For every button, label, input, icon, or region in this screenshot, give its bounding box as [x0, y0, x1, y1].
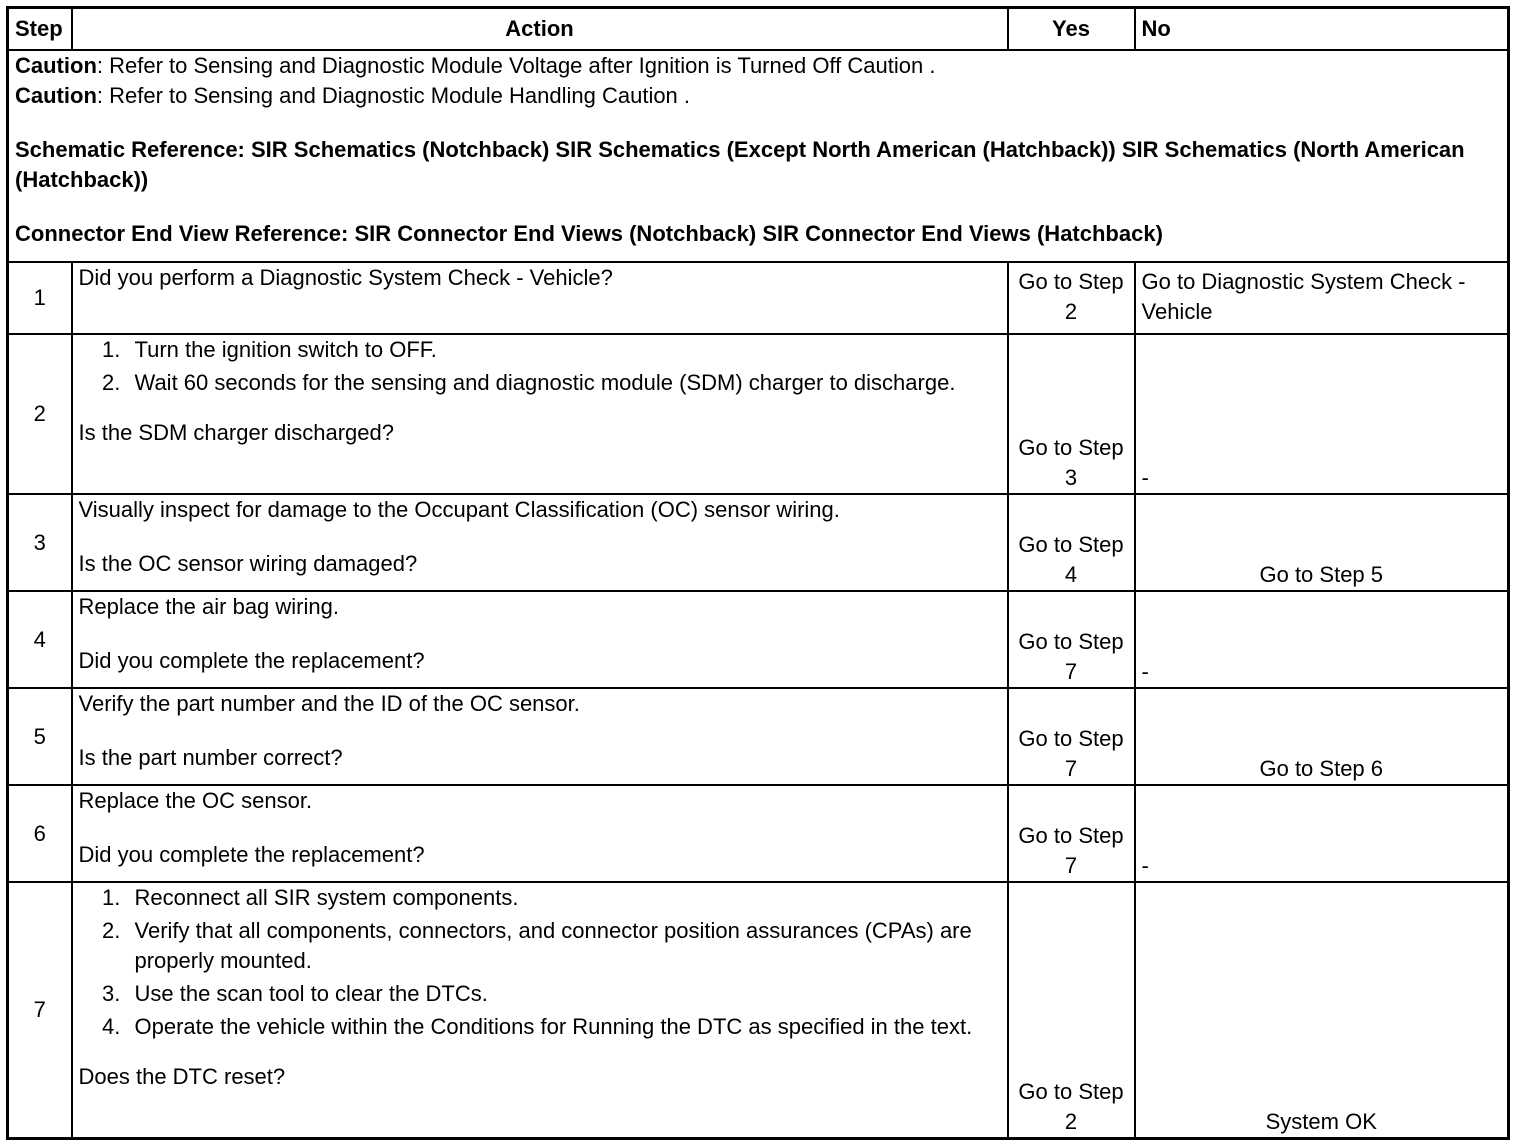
action-text: Replace the air bag wiring. [78, 594, 339, 619]
step-number: 6 [8, 785, 72, 882]
table-row [8, 334, 1509, 494]
action-cell [72, 334, 1008, 494]
header-row [8, 8, 1509, 51]
no-result: - [1135, 785, 1509, 882]
header-action: Action [72, 8, 1008, 51]
no-result: Go to Diagnostic System Check - Vehicle [1135, 262, 1509, 334]
schematic-reference: Schematic Reference: SIR Schematics (Notchback) SIR Schematics (Except North American (Hatchback)) SIR Schematics (North American (Hatchback)) [15, 137, 1465, 192]
yes-result: Go to Step 2 [1008, 262, 1135, 334]
table-row [8, 591, 1509, 688]
no-result: Go to Step 5 [1135, 494, 1509, 591]
step-number: 4 [8, 591, 72, 688]
table-row [8, 785, 1509, 882]
action-cell [72, 494, 1008, 591]
list-item: 1. Turn the ignition switch to OFF. [127, 335, 1001, 365]
caution-text-2: : Refer to Sensing and Diagnostic Module Handling Caution . [96, 83, 691, 108]
no-result: - [1135, 591, 1509, 688]
table-row [8, 688, 1509, 785]
info-cell [8, 50, 1509, 262]
table-row [8, 882, 1509, 1138]
step-number: 1 [8, 262, 72, 334]
action-list [79, 883, 1001, 1042]
action-question: Is the OC sensor wiring damaged? [78, 551, 418, 576]
header-yes: Yes [1008, 8, 1135, 51]
table-row [8, 494, 1509, 591]
table-row [8, 262, 1509, 334]
action-text: Replace the OC sensor. [78, 788, 313, 813]
no-result: Go to Step 6 [1135, 688, 1509, 785]
action-cell [72, 785, 1008, 882]
yes-result: Go to Step 7 [1008, 591, 1135, 688]
action-cell [72, 882, 1008, 1138]
caution-line-2 [15, 81, 1501, 111]
action-question: Is the SDM charger discharged? [78, 420, 394, 445]
yes-result: Go to Step 3 [1008, 334, 1135, 494]
spacer [15, 111, 1501, 135]
action-text: Did you perform a Diagnostic System Check - Vehicle? [72, 262, 1008, 334]
step-number: 2 [8, 334, 72, 494]
step-number: 3 [8, 494, 72, 591]
action-list [79, 335, 1001, 398]
list-item: 2. Wait 60 seconds for the sensing and diagnostic module (SDM) charger to discharge. [127, 368, 1001, 398]
caution-label: Caution [15, 83, 97, 108]
step-number: 5 [8, 688, 72, 785]
caution-label: Caution [15, 53, 97, 78]
list-item: 1. Reconnect all SIR system components. [127, 883, 1001, 913]
action-text: Visually inspect for damage to the Occupant Classification (OC) sensor wiring. [78, 497, 840, 522]
list-item: 3. Use the scan tool to clear the DTCs. [127, 979, 1001, 1009]
yes-result: Go to Step 2 [1008, 882, 1135, 1138]
no-result: System OK [1135, 882, 1509, 1138]
action-question: Did you complete the replacement? [78, 648, 425, 673]
yes-result: Go to Step 7 [1008, 688, 1135, 785]
header-no: No [1135, 8, 1509, 51]
caution-line-1 [15, 51, 1501, 81]
yes-result: Go to Step 7 [1008, 785, 1135, 882]
action-cell [72, 688, 1008, 785]
action-question: Does the DTC reset? [78, 1064, 286, 1089]
action-question: Did you complete the replacement? [78, 842, 425, 867]
action-cell [72, 591, 1008, 688]
list-item: 4. Operate the vehicle within the Conditions for Running the DTC as specified in the text. [127, 1012, 1001, 1042]
diagnostic-table [6, 6, 1510, 1140]
header-step: Step [8, 8, 72, 51]
action-text: Verify the part number and the ID of the OC sensor. [78, 691, 580, 716]
connector-reference: Connector End View Reference: SIR Connector End Views (Notchback) SIR Connector End Views (Hatchback) [15, 221, 1163, 246]
spacer [15, 195, 1501, 219]
step-number: 7 [8, 882, 72, 1138]
info-row [8, 50, 1509, 262]
yes-result: Go to Step 4 [1008, 494, 1135, 591]
no-result: - [1135, 334, 1509, 494]
caution-text-1: : Refer to Sensing and Diagnostic Module Voltage after Ignition is Turned Off Caution . [96, 53, 936, 78]
list-item: 2. Verify that all components, connectors, and connector position assurances (CPAs) are properly mounted. [127, 916, 1001, 976]
action-question: Is the part number correct? [78, 745, 343, 770]
